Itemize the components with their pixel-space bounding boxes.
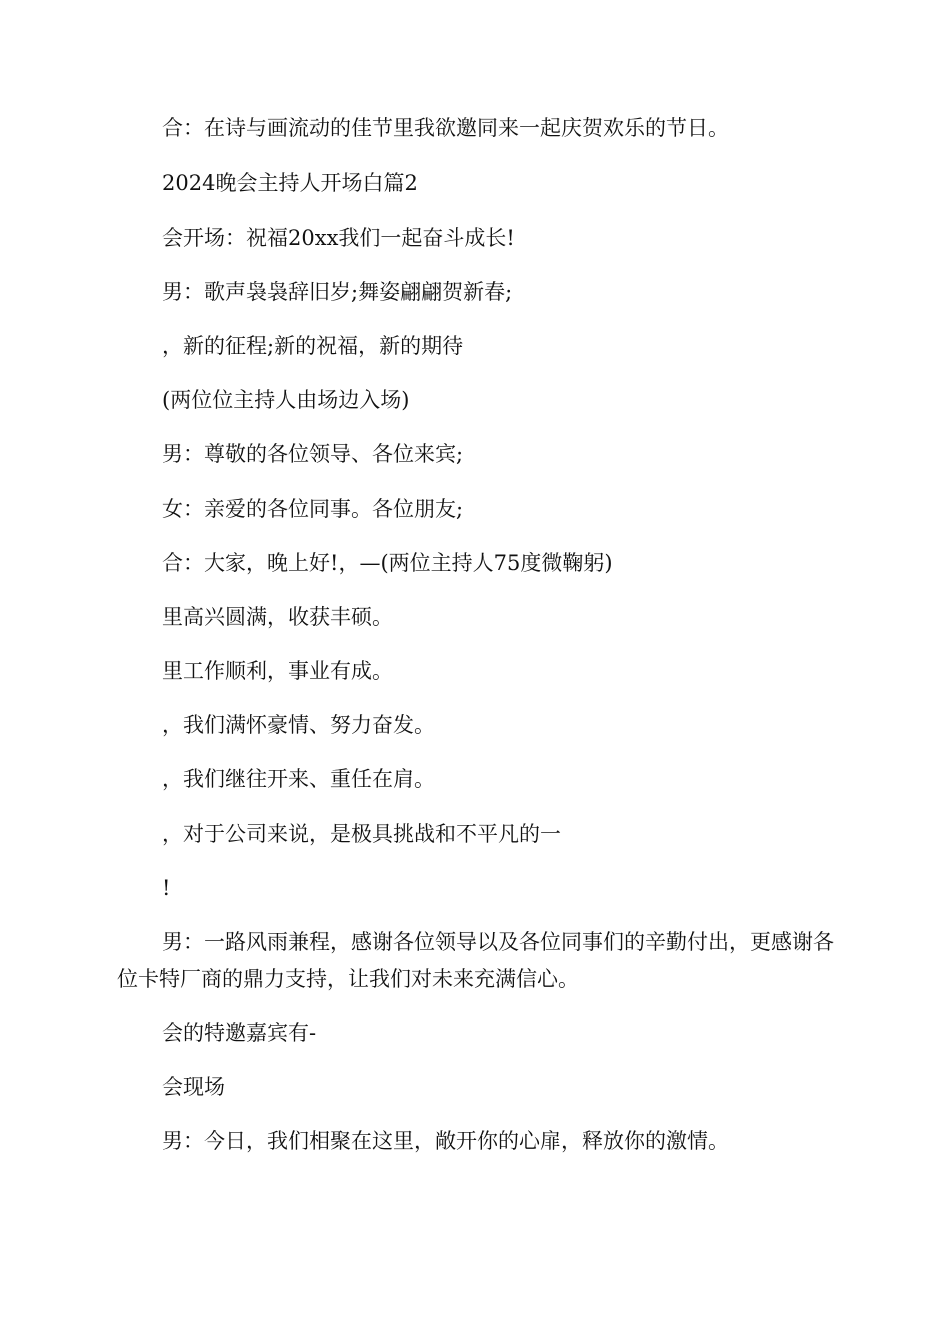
section-heading: 2024晚会主持人开场白篇2 xyxy=(162,171,418,195)
paragraph-9: 合：大家，晚上好!，—(两位主持人75度微鞠躬) xyxy=(162,551,613,575)
paragraph-3: 会开场：祝福20xx我们一起奋斗成长! xyxy=(162,226,515,250)
paragraph-17: 会的特邀嘉宾有- xyxy=(162,1021,317,1045)
paragraph-8: 女：亲爱的各位同事。各位朋友; xyxy=(162,497,464,521)
paragraph-12: ，我们满怀豪情、努力奋发。 xyxy=(162,713,435,737)
paragraph-5: ，新的征程;新的祝福，新的期待 xyxy=(162,334,464,358)
paragraph-10: 里高兴圆满，收获丰硕。 xyxy=(162,605,393,629)
paragraph-19: 男：今日，我们相聚在这里，敞开你的心扉，释放你的激情。 xyxy=(162,1129,729,1153)
paragraph-13: ，我们继往开来、重任在肩。 xyxy=(162,767,435,791)
paragraph-6: (两位位主持人由场边入场) xyxy=(162,388,410,412)
paragraph-14: ，对于公司来说，是极具挑战和不平凡的一 xyxy=(162,822,561,846)
paragraph-16: 男：一路风雨兼程，感谢各位领导以及各位同事们的辛勤付出，更感谢各位卡特厂商的鼎力支持，让我们对未来充满信心。 xyxy=(117,930,834,991)
paragraph-11: 里工作顺利，事业有成。 xyxy=(162,659,393,683)
paragraph-18: 会现场 xyxy=(162,1075,225,1099)
paragraph-15: ! xyxy=(162,876,171,900)
paragraph-1: 合：在诗与画流动的佳节里我欲邀同来一起庆贺欢乐的节日。 xyxy=(162,116,729,140)
paragraph-7: 男：尊敬的各位领导、各位来宾; xyxy=(162,442,464,466)
paragraph-4: 男：歌声袅袅辞旧岁;舞姿翩翩贺新春; xyxy=(162,280,513,304)
